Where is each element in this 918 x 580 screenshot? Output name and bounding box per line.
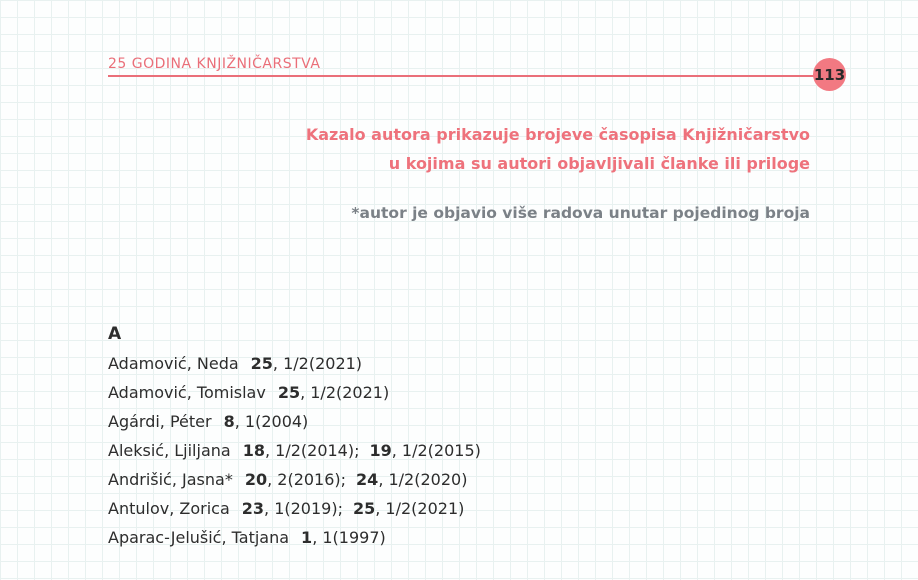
issue-info: , 1/2(2014); — [264, 441, 360, 460]
volume-number: 19 — [369, 441, 392, 460]
volume-number: 25 — [352, 499, 376, 518]
index-entry — [108, 494, 481, 523]
header-rule — [108, 75, 820, 77]
index-entry — [108, 407, 481, 436]
volume-number: 8 — [223, 412, 235, 431]
author-name: Antulov, Zorica — [108, 499, 230, 518]
issue-info: , 1/2(2021) — [272, 354, 363, 373]
index-entry — [108, 523, 481, 552]
issue-info: , 1(2004) — [234, 412, 309, 431]
index-entry — [108, 465, 481, 494]
issue-info: , 1/2(2015) — [391, 441, 481, 460]
publication-ref — [242, 499, 343, 518]
publication-ref — [224, 412, 309, 431]
publication-ref — [243, 441, 360, 460]
intro-line: Kazalo autora prikazuje brojeve časopisa Knjižničarstvo — [305, 125, 810, 144]
publication-ref — [301, 528, 386, 547]
index-entry — [108, 378, 481, 407]
volume-number: 25 — [277, 383, 301, 402]
publication-ref — [278, 383, 389, 402]
author-name: Adamović, Tomislav — [108, 383, 266, 402]
index-letter: A — [108, 324, 122, 344]
page-number-badge: 113 — [813, 58, 846, 91]
issue-info: , 1/2(2021) — [300, 383, 390, 402]
volume-number: 1 — [301, 528, 313, 547]
footnote-text: *autor je objavio više radova unutar pojedinog broja — [351, 204, 810, 222]
issue-info: , 1/2(2021) — [375, 499, 465, 518]
volume-number: 23 — [241, 499, 265, 518]
publication-ref — [369, 441, 480, 460]
author-name: Agárdi, Péter — [108, 412, 212, 431]
author-name: Andrišić, Jasna* — [108, 470, 233, 489]
publication-ref — [251, 354, 362, 373]
author-index — [108, 320, 481, 552]
author-name: Adamović, Neda — [108, 354, 239, 373]
issue-info: , 1/2(2020) — [378, 470, 468, 489]
intro-text — [306, 120, 810, 178]
issue-info: , 1(1997) — [312, 528, 386, 547]
issue-info: , 2(2016); — [267, 470, 347, 489]
issue-info: , 1(2019); — [264, 499, 343, 518]
running-header: 25 GODINA KNJIŽNIČARSTVA — [108, 56, 321, 72]
volume-number: 18 — [242, 441, 265, 460]
volume-number: 20 — [244, 470, 268, 489]
index-entry — [108, 436, 481, 465]
volume-number: 25 — [250, 354, 273, 373]
index-entry — [108, 349, 481, 378]
intro-line: u kojima su autori objavljivali članke ili priloge — [388, 154, 810, 173]
publication-ref — [353, 499, 464, 518]
publication-ref — [356, 470, 467, 489]
index-entries — [108, 349, 481, 552]
author-name: Aleksić, Ljiljana — [108, 441, 231, 460]
volume-number: 24 — [356, 470, 379, 489]
author-name: Aparac-Jelušić, Tatjana — [108, 528, 290, 547]
publication-ref — [245, 470, 346, 489]
